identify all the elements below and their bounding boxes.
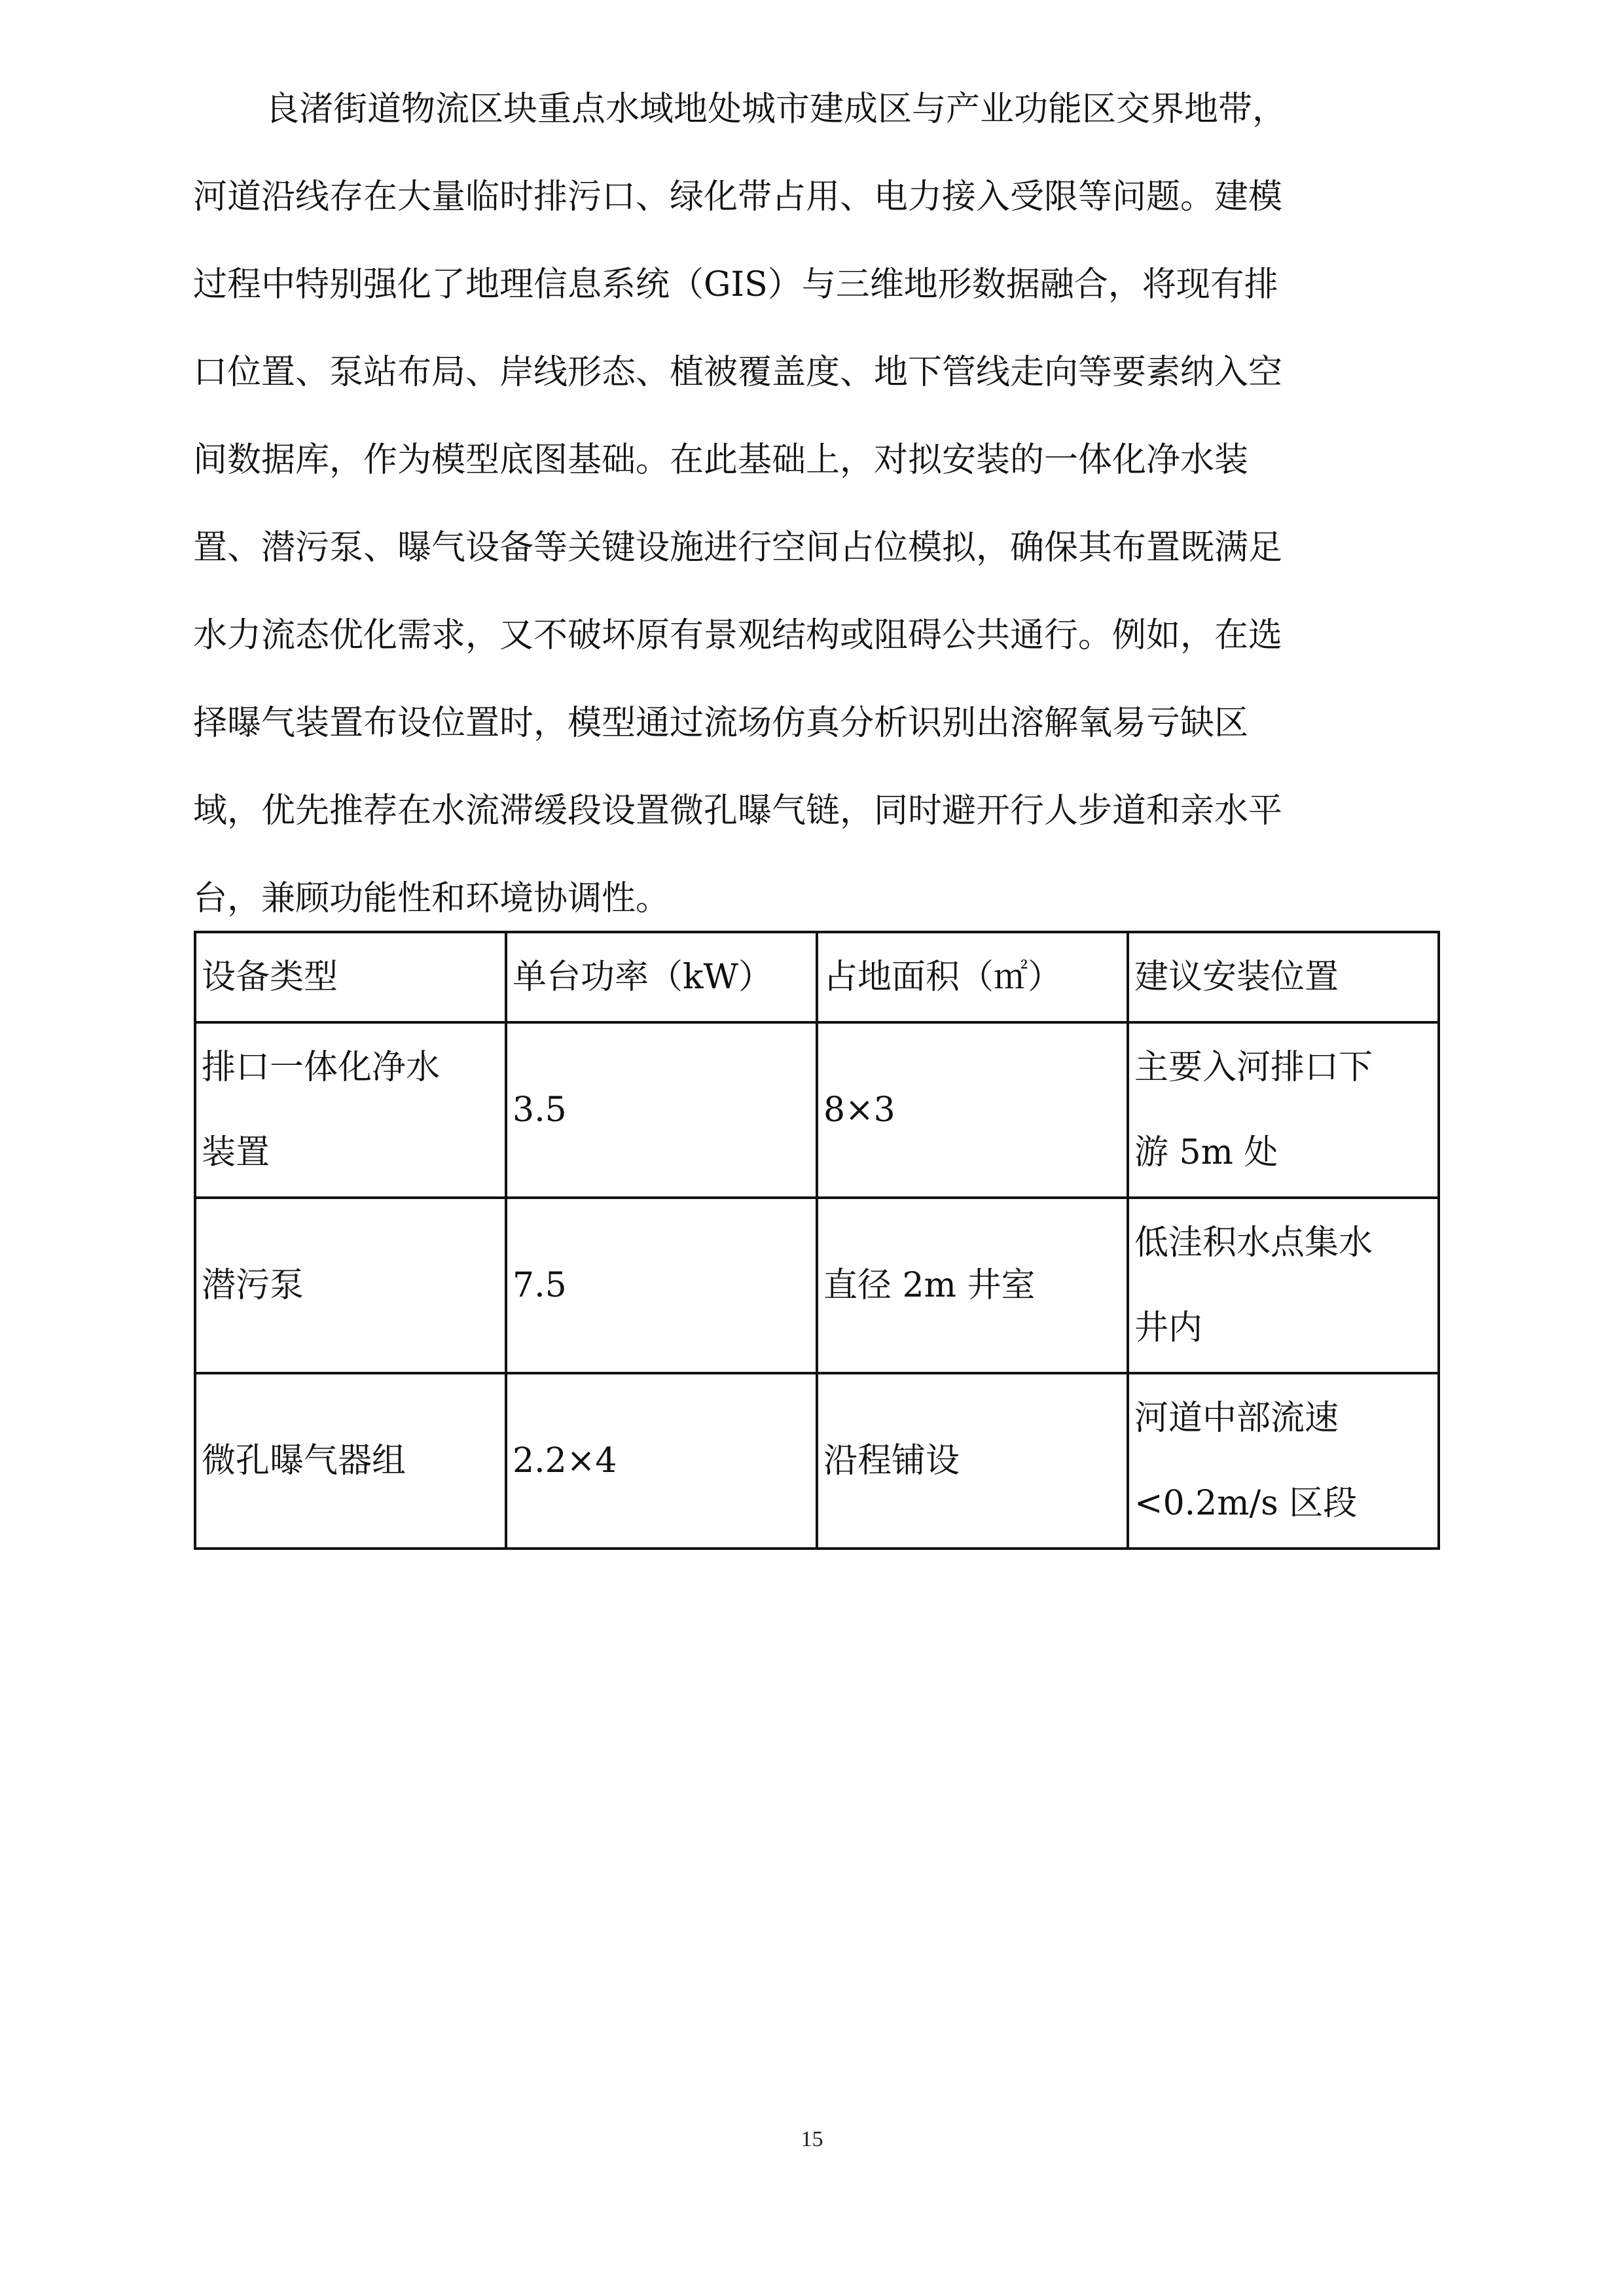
cell-area: 直径 2m 井室 bbox=[817, 1198, 1128, 1373]
paragraph-line: 口位置、泵站布局、岸线形态、植被覆盖度、地下管线走向等要素纳入空 bbox=[193, 353, 1283, 392]
cell-type bbox=[195, 1198, 506, 1373]
table-header-row bbox=[195, 932, 1439, 1022]
cell-text: 潜污泵 bbox=[202, 1266, 304, 1305]
paragraph-line: 水力流态优化需求，又不破坏原有景观结构或阻碍公共通行。例如，在选 bbox=[193, 616, 1283, 655]
table-row bbox=[195, 1022, 1439, 1198]
cell-area: 沿程铺设 bbox=[817, 1373, 1128, 1549]
cell-power: 2.2×4 bbox=[506, 1373, 817, 1549]
cell-text: 井内 bbox=[1134, 1308, 1203, 1348]
body-paragraph bbox=[193, 65, 1437, 942]
paragraph-line: 择曝气装置布设位置时，模型通过流场仿真分析识别出溶解氧易亏缺区 bbox=[193, 704, 1249, 743]
paragraph-line: 域，优先推荐在水流滞缓段设置微孔曝气链，同时避开行人步道和亲水平 bbox=[193, 791, 1283, 831]
cell-type bbox=[195, 1373, 506, 1549]
paragraph-line: 良渚街道物流区块重点水域地处城市建成区与产业功能区交界地带， bbox=[265, 90, 1287, 129]
cell-text: <0.2m/s 区段 bbox=[1134, 1484, 1358, 1523]
paragraph-line: 河道沿线存在大量临时排污口、绿化带占用、电力接入受限等问题。建模 bbox=[193, 177, 1283, 217]
cell-location bbox=[1128, 1022, 1439, 1198]
page-number: 15 bbox=[801, 2127, 823, 2151]
cell-area: 8×3 bbox=[817, 1022, 1128, 1198]
paragraph-line: 置、潜污泵、曝气设备等关键设施进行空间占位模拟，确保其布置既满足 bbox=[193, 528, 1283, 567]
cell-location bbox=[1128, 1373, 1439, 1549]
cell-text: 低洼积水点集水 bbox=[1134, 1223, 1373, 1263]
cell-text: 排口一体化净水 bbox=[202, 1048, 441, 1087]
cell-power: 7.5 bbox=[506, 1198, 817, 1373]
header-cell-type: 设备类型 bbox=[195, 932, 506, 1022]
header-cell-power: 单台功率（kW） bbox=[506, 932, 817, 1022]
header-cell-area: 占地面积（㎡） bbox=[817, 932, 1128, 1022]
equipment-table bbox=[194, 931, 1440, 1550]
paragraph-line: 过程中特别强化了地理信息系统（GIS）与三维地形数据融合，将现有排 bbox=[193, 265, 1278, 304]
cell-text: 装置 bbox=[202, 1133, 270, 1172]
cell-text: 主要入河排口下 bbox=[1134, 1048, 1373, 1087]
paragraph-line: 台，兼顾功能性和环境协调性。 bbox=[193, 879, 670, 918]
cell-type bbox=[195, 1022, 506, 1198]
paragraph-line: 间数据库，作为模型底图基础。在此基础上，对拟安装的一体化净水装 bbox=[193, 440, 1249, 480]
table-row bbox=[195, 1373, 1439, 1549]
table-row bbox=[195, 1198, 1439, 1373]
cell-location bbox=[1128, 1198, 1439, 1373]
cell-text: 微孔曝气器组 bbox=[202, 1441, 406, 1480]
cell-text: 游 5m 处 bbox=[1134, 1133, 1278, 1172]
cell-power: 3.5 bbox=[506, 1022, 817, 1198]
header-cell-location: 建议安装位置 bbox=[1128, 932, 1439, 1022]
cell-text: 河道中部流速 bbox=[1134, 1399, 1339, 1438]
